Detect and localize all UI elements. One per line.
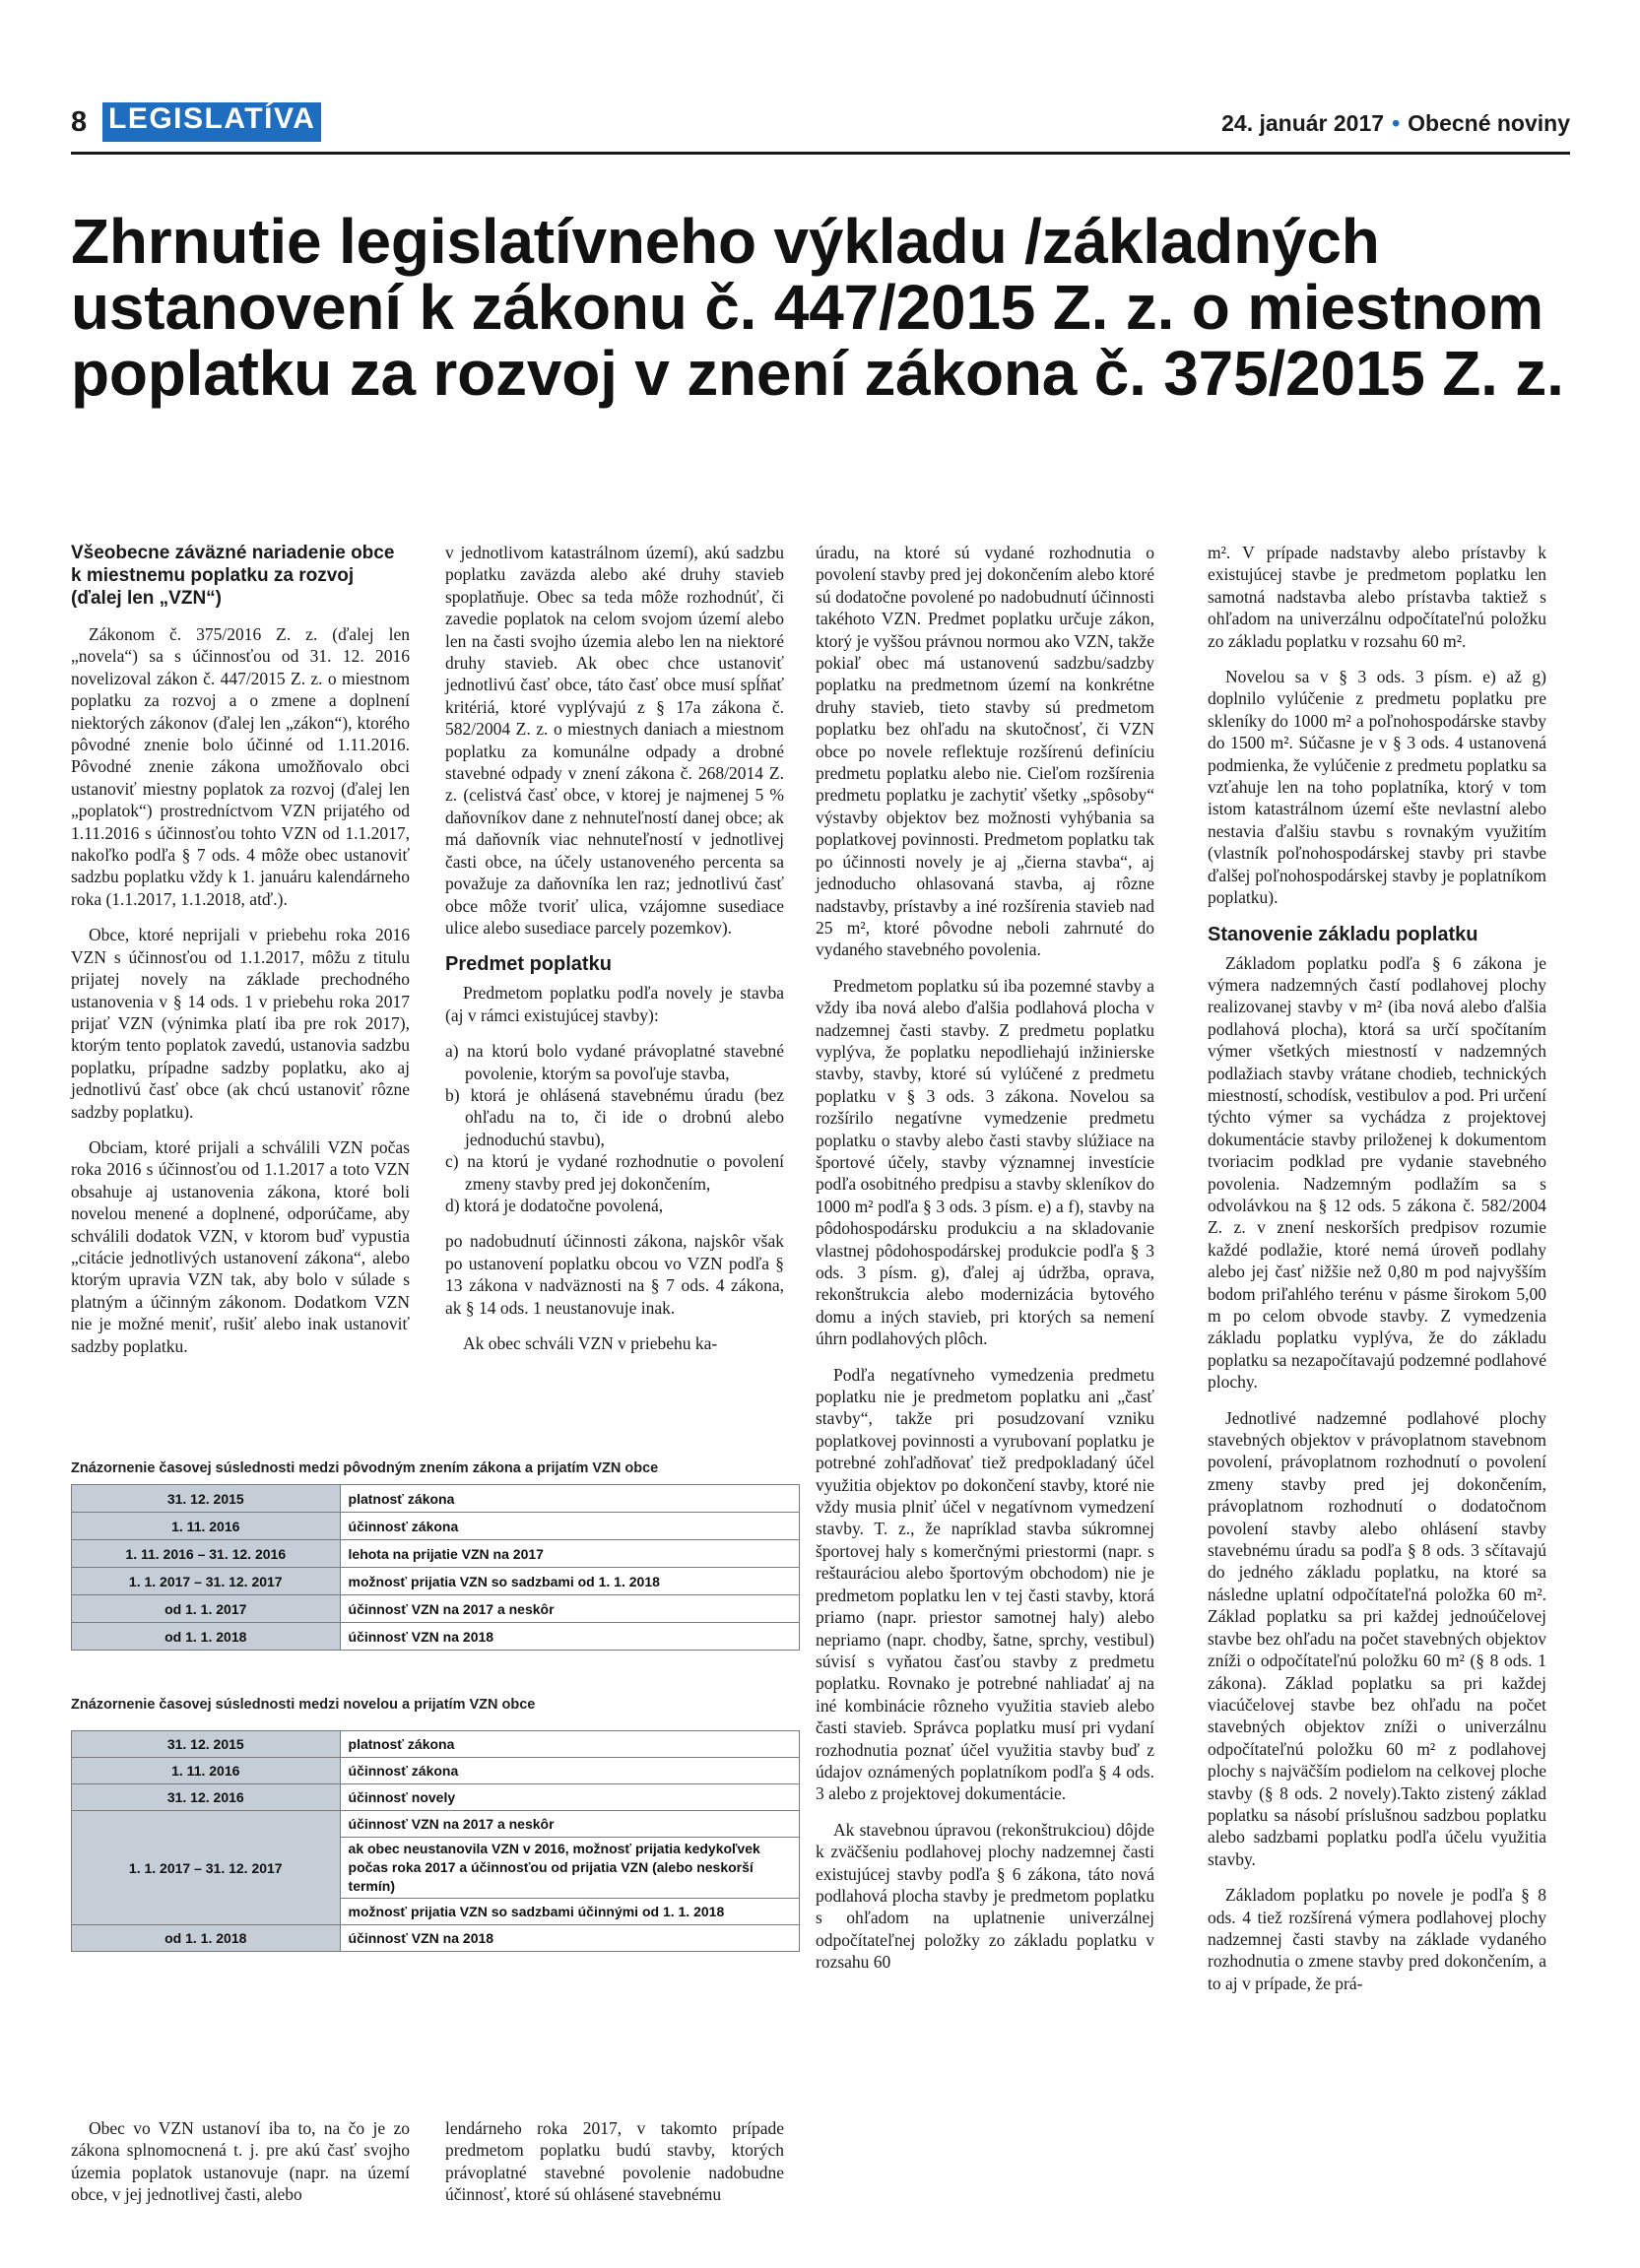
table-1-caption: Znázornenie časovej súslednosti medzi pôvodným znením zákona a prijatím VZN obce: [71, 1460, 659, 1476]
table-cell-event: účinnosť VZN na 2018: [340, 1623, 799, 1651]
paragraph: úradu, na ktoré sú vydané rozhodnutia o povolení stavby pred jej dokončením alebo ktoré sú dodatočne povolené po nadobudnutí účinnosti takéhoto VZN. Predmet poplatku určuje zákon, ktorý je vyššou právnou normou ako VZN, takže pokiaľ obec má ustanovenú sadzbu/sadzby poplatku na predmetnom území na konkrétne druhy stavieb, tieto stavby sú predmetom poplatku bez ohľadu na skutočnosť, či VZN obce po novele reflektuje rozšírenú definíciu predmetu poplatku alebo nie. Cieľom rozšírenia predmetu poplatku je zachytiť všetky „spôsoby“ výstavby objektov bez možnosti vyhýbania sa poplatkovej povinnosti. Predmetom poplatku tak po účinnosti novely je aj „čierna stavba“, aj jednoducho ohlasovaná stavba, aj rôzne nadstavby, prístavby a iné rozšírenia stavieb nad 25 m², ktoré pôvodne neboli zahrnuté do vydaného stavebného povolenia.: [816, 543, 1154, 960]
column-3: [816, 542, 1154, 1987]
table-row: [72, 1595, 800, 1623]
page-number: 8: [71, 106, 88, 138]
subject-list: [445, 1040, 784, 1216]
paragraph: Novelou sa v § 3 ods. 3 písm. e) až g) doplnilo vylúčenie z predmetu poplatku pre skleníky do 1000 m² a poľnohospodárske stavby do 1500 m². Súčasne je v § 3 ods. 4 ustanovená podmienka, že vylúčenie z predmetu poplatku sa vzťahuje len na toho poplatníka, ktorý v tom istom katastrálnom území ešte nevlastní alebo nestavia ďalšiu stavbu s rovnakým využitím (vlastník poľnohospodárskej stavby pri stavbe ďalšej poľnohospodárskej stavby je poplatníkom poplatku).: [1208, 667, 1546, 908]
table-row: [72, 1540, 800, 1568]
table-row: [72, 1925, 800, 1952]
table-cell-date: 1. 1. 2017 – 31. 12. 2017: [72, 1811, 341, 1925]
paragraph: Základom poplatku po novele je podľa § 8 ods. 4 tiež rozšírená výmera podlahovej plochy nadzemnej časti stavby na základe vydaného rozhodnutia o zmene stavby pred dokončením, a to aj v prípade, že prá-: [1208, 1885, 1546, 1993]
paragraph: Ak stavebnou úpravou (rekonštrukciou) dôjde k zväčšeniu podlahovej plochy nadzemnej časti existujúcej stavby podľa § 6 zákona, táto nová podlahová plocha stavby je predmetom poplatku s ohľadom na uplatnenie univerzálnej odpočítateľnej položky zo základu poplatku v rozsahu 60: [816, 1819, 1154, 1973]
paragraph: v jednotlivom katastrálnom území), akú sadzbu poplatku zaväzda alebo aké druhy stavieb spoplatňuje. Obec sa teda môže rozhodnúť, či zavedie poplatok na celom svojom území alebo len na časti svojho územia alebo len na niektoré druhy stavieb. Ak obec chce ustanoviť jednotlivú časť obce, táto časť obce musí spĺňať kritériá, ktoré vyplývajú z § 17a zákona č. 582/2004 Z. z. o miestnych daniach a miestnom poplatku za komunálne odpady a drobné stavebné odpady v znení zákona č. 268/2014 Z. z. (celistvá časť obce, v ktorej je najmenej 5 % daňovníkov dane z nehnuteľností danej obce; ak má daňovník viac nehnuteľností v jednotlivej časti obce, na účely ustanoveného percenta sa považuje za daňovníka len raz; jednotlivú časť obce môže tvoriť ulica, vzájomne susediace ulice alebo susediace parcely pozemkov).: [445, 543, 784, 938]
paragraph: Obce, ktoré neprijali v priebehu roka 2016 VZN s účinnosťou od 1.1.2017, môžu z titulu prijatej novely na základe prechodného ustanovenia v § 14 ods. 1 v priebehu roka 2017 prijať VZN (výnimka platí iba pre rok 2017), ktorým tento poplatok zavedú, ustanovia sadzbu poplatku, prípadne sadzby poplatku, ako aj jednotlivú časť obce (ak chcú ustanoviť rôzne sadzby poplatku).: [71, 925, 410, 1122]
column-1: [71, 542, 410, 1371]
table-cell-date: 1. 11. 2016: [72, 1513, 341, 1540]
table-row: [72, 1623, 800, 1651]
paragraph: m². V prípade nadstavby alebo prístavby k existujúcej stavbe je predmetom poplatku len samotná nadstavba alebo prístavba taktiež s ohľadom na univerzálnu odpočítateľnú položku zo základu poplatku v rozsahu 60 m².: [1208, 543, 1546, 651]
paragraph: Ak obec schváli VZN v priebehu ka-: [463, 1333, 718, 1353]
paragraph: Jednotlivé nadzemné podlahové plochy stavebných objektov v právoplatnom stavebnom povolení, právoplatnom rozhodnutí o povolení zmeny stavby pred jej dokončením, právoplatnom rozhodnutí o dodatočnom povolení stavby alebo ohlásení stavby stavebnému úradu sa podľa § 8 ods. 3 sčítavajú do jedného základu poplatku, na ktoré sa následne uplatní odpočítateľná položka 60 m². Základ poplatku sa pri každej jednoúčelovej stavbe bez ohľadu na počet stavebných objektov zníži o odpočítateľnú položku 60 m² (§ 8 ods. 1 zákona). Základ poplatku sa pri každej viacúčelovej stavbe bez ohľadu na počet stavebných objektov zníži o univerzálnu odpočítateľnú položku 60 m² z podlahovej plochy s najväčším podielom na celkovej ploche stavby (§ 8 ods. 2 novely).Takto zistený základ poplatku sa násobí príslušnou sadzbou poplatku alebo sadzbami poplatku podľa účelu využitia stavby.: [1208, 1407, 1546, 1869]
table-cell-date: 1. 11. 2016 – 31. 12. 2016: [72, 1540, 341, 1568]
table-cell-date: od 1. 1. 2017: [72, 1595, 341, 1623]
issue-date: 24. január 2017: [1221, 110, 1385, 136]
table-row: [72, 1731, 800, 1758]
bottom-column-2: [445, 2117, 784, 2220]
table-cell-event: účinnosť novely: [340, 1784, 799, 1811]
publication-name: Obecné noviny: [1408, 110, 1570, 136]
paragraph: lendárneho roka 2017, v takomto prípade predmetom poplatku budú stavby, ktorých právoplatné stavebné povolenie nadobudne účinnosť, ktoré sú ohlásené stavebnému: [445, 2118, 784, 2205]
section-heading-vzn: Všeobecne záväzné nariadenie obce k miestnemu poplatku za rozvoj (ďalej len „VZN“): [71, 543, 395, 609]
table-cell-event: lehota na prijatie VZN na 2017: [340, 1540, 799, 1568]
column-4: [1208, 542, 1546, 2008]
section-heading-zaklad: Stanovenie základu poplatku: [1208, 923, 1478, 945]
table-cell-event: účinnosť VZN na 2017 a neskôr: [340, 1595, 799, 1623]
issue-info: [1221, 110, 1570, 137]
table-cell-date: 31. 12. 2015: [72, 1731, 341, 1758]
table-2-caption: Znázornenie časovej súslednosti medzi novelou a prijatím VZN obce: [71, 1697, 536, 1713]
table-row: [72, 1758, 800, 1784]
paragraph: Základom poplatku podľa § 6 zákona je výmera nadzemných častí podlahovej plochy realizovanej stavby v m² (iba nová alebo ďalšia podlahová plocha), ktorá sa určí spočítaním výmer všetkých miestností v nadzemných podlažiach stavby vrátane chodieb, technických miestností, schodísk, vestibulov a pod. Pri určení týchto výmer sa vychádza z projektovej dokumentácie stavby priloženej k dokumentom tvoriacim podklad pre vydanie stavebného povolenia. Nadzemným podlažím sa s odvolávkou na § 12 ods. 5 zákona č. 582/2004 Z. z. v znení neskorších predpisov rozumie každé podlažie, ktoré nemá úroveň podlahy alebo jej časť nižšie než 0,80 m pod najvyšším bodom priľahlého terénu v pásme širokom 5,00 m po celom obvode stavby. Z vymedzenia základu poplatku vyplýva, že do základu poplatku sa nezapočítavajú podzemné podlahové plochy.: [1208, 952, 1546, 1393]
list-item: a) na ktorú bolo vydané právoplatné stavebné povolenie, ktorým sa povoľuje stavba,: [445, 1041, 784, 1083]
table-cell-event: účinnosť zákona: [340, 1513, 799, 1540]
paragraph: po nadobudnutí účinnosti zákona, najskôr však po ustanovení poplatku obcou vo VZN podľa § 13 zákona v nadväznosti na § 7 ods. 4 zákona, ak § 14 ods. 1 neustanovuje inak.: [445, 1231, 784, 1318]
list-item: c) na ktorú je vydané rozhodnutie o povolení zmeny stavby pred jej dokončením,: [445, 1151, 784, 1194]
section-heading-predmet: Predmet poplatku: [445, 953, 612, 976]
paragraph: Predmetom poplatku sú iba pozemné stavby a vždy iba nová alebo ďalšia podlahová plocha v nadzemnej časti stavby. Z predmetu poplatku vyplýva, že poplatku nepodliehajú inžinierske stavby, stavby, ktoré sú vylúčené z predmetu poplatku v § 3 ods. 3 zákona. Novelou sa rozšírilo negatívne vymedzenie predmetu poplatku o stavby alebo časti stavby slúžiace na športové účely, stavby významnej investície podľa osobitného predpisu a stavby skleníkov do 1000 m² podľa § 3 ods. 3 písm. e) a f), stavby na pôdohospodársku produkciu a na skladovanie vlastnej pôdohospodárskej produkcie podľa § 3 ods. 3 písm. g), ďalej aj údržba, oprava, rekonštrukcia alebo modernizácia bytového domu a iných stavieb, pri ktorých sa nemení úhrn podlahových plôch.: [816, 975, 1154, 1349]
timeline-table-1: [71, 1484, 800, 1651]
list-item: d) ktorá je dodatočne povolená,: [445, 1195, 664, 1215]
column-2: [445, 542, 784, 1368]
table-cell-event: účinnosť zákona: [340, 1758, 799, 1784]
timeline-table-2: [71, 1730, 800, 1952]
table-row: [72, 1513, 800, 1540]
separator-dot: •: [1392, 110, 1401, 136]
paragraph: Obciam, ktoré prijali a schválili VZN počas roka 2016 s účinnosťou od 1.1.2017 a toto VZN obsahuje aj ustanovenia zákona, ktoré boli novelou menené a doplnené, odporúčame, aby schválili dodatok VZN, v ktorom buď vypustia „citácie jednotlivých ustanovení zákona“, alebo ktorým upravia VZN tak, aby bolo v súlade s platným a účinným zákonom. Dodatkom VZN nie je možné meniť, rušiť alebo inak ustanoviť sadzby poplatku.: [71, 1136, 410, 1356]
table-cell-date: od 1. 1. 2018: [72, 1623, 341, 1651]
table-cell-event: účinnosť VZN na 2018: [340, 1925, 799, 1952]
paragraph: Predmetom poplatku podľa novely je stavba (aj v rámci existujúcej stavby):: [445, 983, 784, 1025]
masthead: [71, 102, 1570, 155]
table-row: [72, 1485, 800, 1513]
table-cell-event: účinnosť VZN na 2017 a neskôr: [340, 1811, 799, 1838]
table-cell-date: 31. 12. 2015: [72, 1485, 341, 1513]
paragraph: Podľa negatívneho vymedzenia predmetu poplatku nie je predmetom poplatku ani „časť stavby“, takže pri posudzovaní vzniku poplatkovej povinnosti a vyrubovaní poplatku je potrebné zohľadňovať tiež predpokladaný účel využitia objektov po dokončení stavby, ktoré nie vždy musia plniť účel v negatívnom vymedzení stavby. T. z., že napríklad stavba súkromnej športovej haly s komerčnými priestormi (napr. s reštauráciou alebo športovým obchodom) nie je predmetom poplatku len v tej časti stavby, ktorá priamo (napr. priestor samotnej haly) alebo nepriamo (napr. chodby, šatne, sprchy, vestibul) súvisí s vyňatou časťou stavby z predmetu poplatku. Rovnako je potrebné nahliadať aj na iné kombinácie rôzneho využitia stavieb alebo časti stavieb. Správca poplatku musí pri vydaní rozhodnutia poznať účel využitia stavby buď z údajov oznámených poplatníkom podľa § 4 ods. 3 alebo z projektovej dokumentácie.: [816, 1364, 1154, 1804]
table-cell-event: platnosť zákona: [340, 1485, 799, 1513]
table-cell-event: možnosť prijatia VZN so sadzbami od 1. 1. 2018: [340, 1568, 799, 1595]
table-cell-date: 31. 12. 2016: [72, 1784, 341, 1811]
table-row: [72, 1568, 800, 1595]
table-cell-event: možnosť prijatia VZN so sadzbami účinnými od 1. 1. 2018: [340, 1899, 799, 1925]
paragraph: Obec vo VZN ustanoví iba to, na čo je zo zákona splnomocnená t. j. pre akú časť svojho územia poplatok ustanovuje (napr. na území obce, v jej jednotlivej časti, alebo: [71, 2118, 410, 2205]
article-headline: Zhrnutie legislatívneho výkladu /základných ustanovení k zákonu č. 447/2015 Z. z. o miestnom poplatku za rozvoj v znení zákona č. 375/2015 Z. z.: [71, 206, 1564, 409]
table-cell-event: platnosť zákona: [340, 1731, 799, 1758]
list-item: b) ktorá je ohlásená stavebnému úradu (bez ohľadu na to, či ide o drobnú alebo jednoduchú stavbu),: [445, 1084, 784, 1149]
table-cell-date: od 1. 1. 2018: [72, 1925, 341, 1952]
paragraph: Zákonom č. 375/2016 Z. z. (ďalej len „novela“) sa s účinnosťou od 31. 12. 2016 novelizoval zákon č. 447/2015 Z. z. o miestnom poplatku za rozvoj a o zmene a doplnení niektorých zákonov (ďalej len „zákon“), ktorého pôvodné znenie bolo účinné od 1.11.2016. Pôvodné znenie zákona umožňovalo obci ustanoviť miestny poplatok za rozvoj (ďalej len „poplatok“) prostredníctvom VZN prijatého od 1.11.2016 s účinnosťou tohto VZN od 1.1.2017, nakoľko podľa § 7 ods. 4 môže obec ustanoviť sadzbu poplatku vždy k 1. januáru kalendárneho roka (1.1.2017, 1.1.2018, atď.).: [71, 624, 410, 909]
table-row: [72, 1811, 800, 1838]
section-label: LEGISLATÍVA: [102, 102, 321, 142]
table-row: [72, 1784, 800, 1811]
table-cell-event: ak obec neustanovila VZN v 2016, možnosť prijatia kedykoľvek počas roka 2017 a účinnosťou od prijatia VZN (alebo neskorší termín): [340, 1838, 799, 1899]
table-cell-date: 1. 11. 2016: [72, 1758, 341, 1784]
bottom-column-1: [71, 2117, 410, 2220]
table-cell-date: 1. 1. 2017 – 31. 12. 2017: [72, 1568, 341, 1595]
